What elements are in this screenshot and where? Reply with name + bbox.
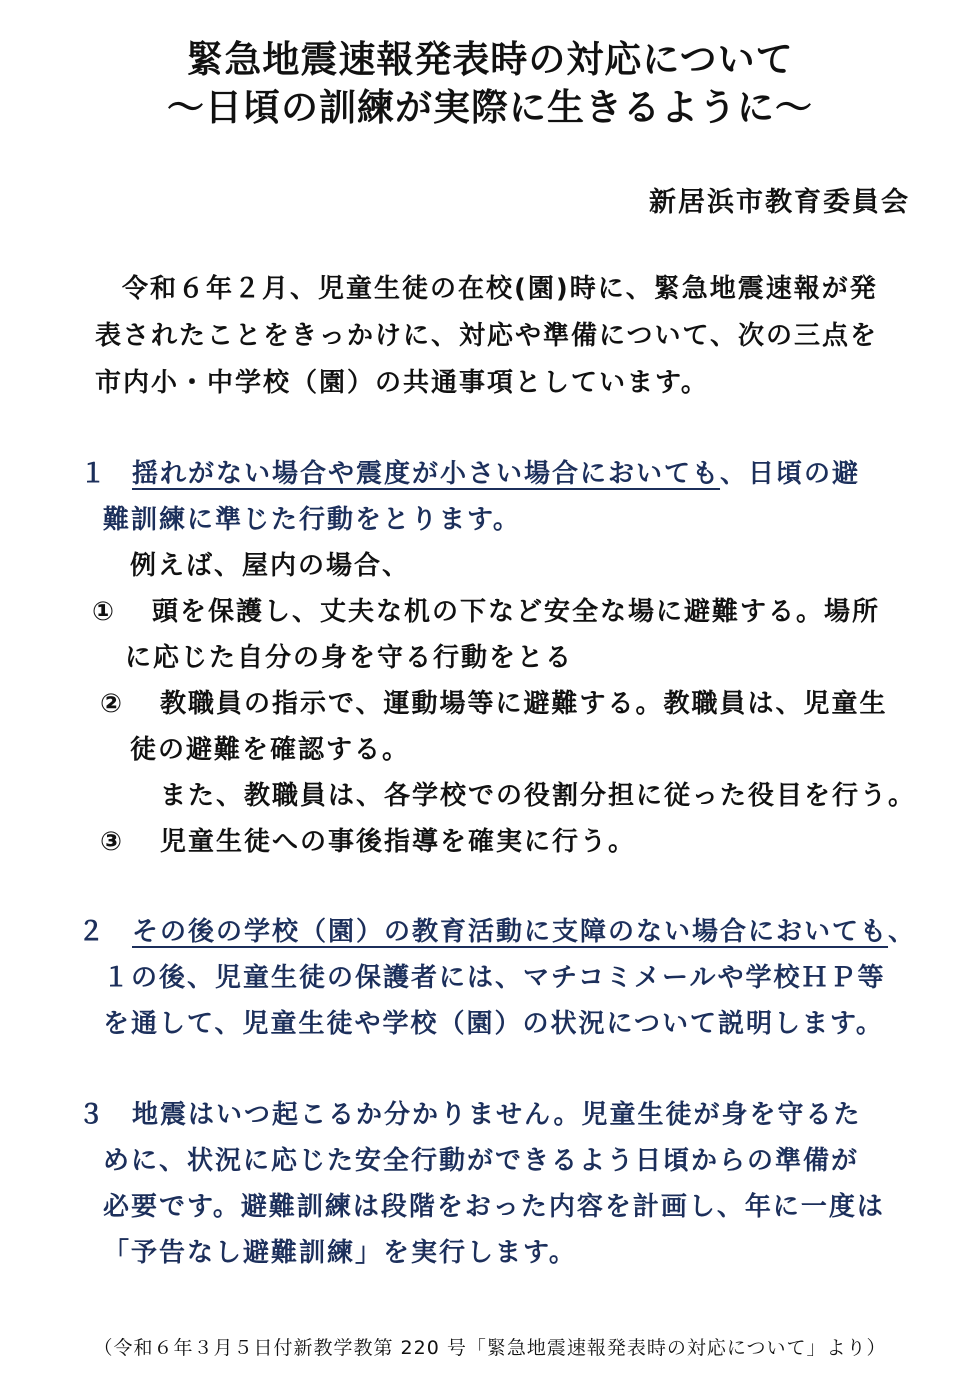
document-title-line2: ～日頃の訓練が実際に生きるように～ <box>167 86 813 129</box>
section2-line2: １の後、児童生徒の保護者には、マチコミメールや学校ＨＰ等 <box>103 963 886 993</box>
item2-line3: また、教職員は、各学校での役割分担に従った役目を行う。 <box>160 781 917 811</box>
intro-line2: 表されたことをきっかけに、対応や準備について、次の三点を <box>95 321 878 351</box>
item2-marker: ② <box>100 689 125 719</box>
section1-heading <box>132 456 860 492</box>
section2-heading-rest: 、 <box>888 917 917 947</box>
document-title-line1: 緊急地震速報発表時の対応について <box>186 38 794 81</box>
intro-line1: 令和６年２月、児童生徒の在校(園)時に、緊急地震速報が発 <box>122 274 878 304</box>
section3-line2: めに、状況に応じた安全行動ができるよう日頃からの準備が <box>103 1146 860 1176</box>
item2-line2: 徒の避難を確認する。 <box>130 735 411 765</box>
section2-number: ２ <box>78 917 107 947</box>
item1-line1: 頭を保護し、丈夫な机の下など安全な場に避難する。場所 <box>152 597 881 627</box>
item3-line1: 児童生徒への事後指導を確実に行う。 <box>160 827 637 857</box>
section1-heading-underlined: 揺れがない場合や震度が小さい場合においても <box>132 459 721 489</box>
section3-line4: 「予告なし避難訓練」を実行します。 <box>103 1238 577 1268</box>
section2-line3: を通して、児童生徒や学校（園）の状況について説明します。 <box>103 1009 884 1039</box>
section3-number: ３ <box>78 1100 107 1130</box>
intro-line3: 市内小・中学校（園）の共通事項としています。 <box>95 368 709 398</box>
source-footnote: （令和６年３月５日付新教学教第 220 号「緊急地震速報発表時の対応について」より） <box>93 1337 887 1359</box>
issuer: 新居浜市教育委員会 <box>649 187 910 218</box>
section1-heading-line2: 難訓練に準じた行動をとります。 <box>103 505 521 535</box>
section2-heading-underlined: その後の学校（園）の教育活動に支障のない場合においても <box>132 917 889 947</box>
item3-marker: ③ <box>100 827 125 857</box>
section3-line1: 地震はいつ起こるか分かりません。児童生徒が身を守るた <box>132 1100 862 1130</box>
item2-line1: 教職員の指示で、運動場等に避難する。教職員は、児童生 <box>160 689 888 719</box>
item1-marker: ① <box>92 597 117 627</box>
item1-line2: に応じた自分の身を守る行動をとる <box>125 643 574 673</box>
section2-heading <box>132 914 916 950</box>
section3-line3: 必要です。避難訓練は段階をおった内容を計画し、年に一度は <box>103 1192 885 1222</box>
section1-heading-rest: 、日頃の避 <box>720 459 861 489</box>
section1-example-intro: 例えば、屋内の場合、 <box>130 551 411 581</box>
section1-number: １ <box>80 459 109 489</box>
